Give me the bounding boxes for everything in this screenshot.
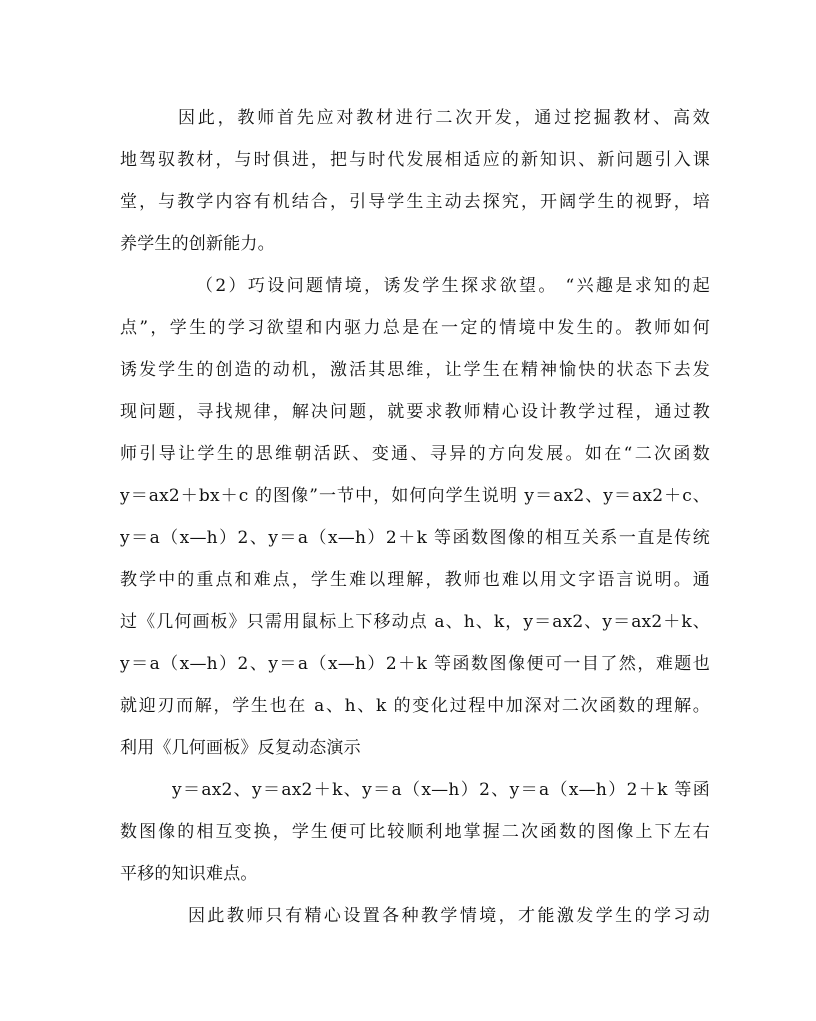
text-line: 数图像的相互变换，学生便可比较顺利地掌握二次函数的图像上下左右 [120, 822, 710, 842]
text-line: 点”，学生的学习欲望和内驱力总是在一定的情境中发生的。教师如何 [120, 318, 710, 338]
text-line: 师引导让学生的思维朝活跃、变通、寻异的方向发展。如在“二次函数 [120, 444, 710, 464]
text-line: 过《几何画板》只需用鼠标上下移动点 a、h、k，y＝ax2、y＝ax2＋k、 [120, 612, 710, 632]
text-line: 教学中的重点和难点，学生难以理解，教师也难以用文字语言说明。通 [120, 570, 710, 590]
text-line: y＝a（x—h）2、y＝a（x—h）2＋k 等函数图像便可一目了然，难题也 [120, 654, 710, 674]
text-line: 利用《几何画板》反复动态演示 [120, 738, 361, 758]
text-line: 诱发学生的创造的动机，激活其思维，让学生在精神愉快的状态下去发 [120, 360, 710, 380]
text-line: 因此，教师首先应对教材进行二次开发，通过挖掘教材、高效 [178, 108, 710, 128]
text-line: y＝ax2＋bx＋c 的图像”一节中，如何向学生说明 y＝ax2、y＝ax2＋c、 [120, 486, 710, 506]
text-line: 堂，与教学内容有机结合，引导学生主动去探究，开阔学生的视野，培 [120, 192, 710, 212]
text-line: （2）巧设问题情境，诱发学生探求欲望。 “兴趣是求知的起 [196, 276, 710, 296]
text-line: 因此教师只有精心设置各种教学情境，才能激发学生的学习动 [188, 906, 710, 926]
text-line: 养学生的创新能力。 [120, 234, 275, 254]
text-line: 地驾驭教材，与时俱进，把与时代发展相适应的新知识、新问题引入课 [120, 150, 710, 170]
text-line: 就迎刃而解，学生也在 a、h、k 的变化过程中加深对二次函数的理解。 [120, 696, 710, 716]
text-line: 现问题，寻找规律，解决问题，就要求教师精心设计教学过程，通过教 [120, 402, 710, 422]
text-line: 平移的知识难点。 [120, 864, 258, 884]
text-line: y＝ax2、y＝ax2＋k、y＝a（x—h）2、y＝a（x—h）2＋k 等函 [172, 780, 710, 800]
text-line: y＝a（x—h）2、y＝a（x—h）2＋k 等函数图像的相互关系一直是传统 [120, 528, 710, 548]
